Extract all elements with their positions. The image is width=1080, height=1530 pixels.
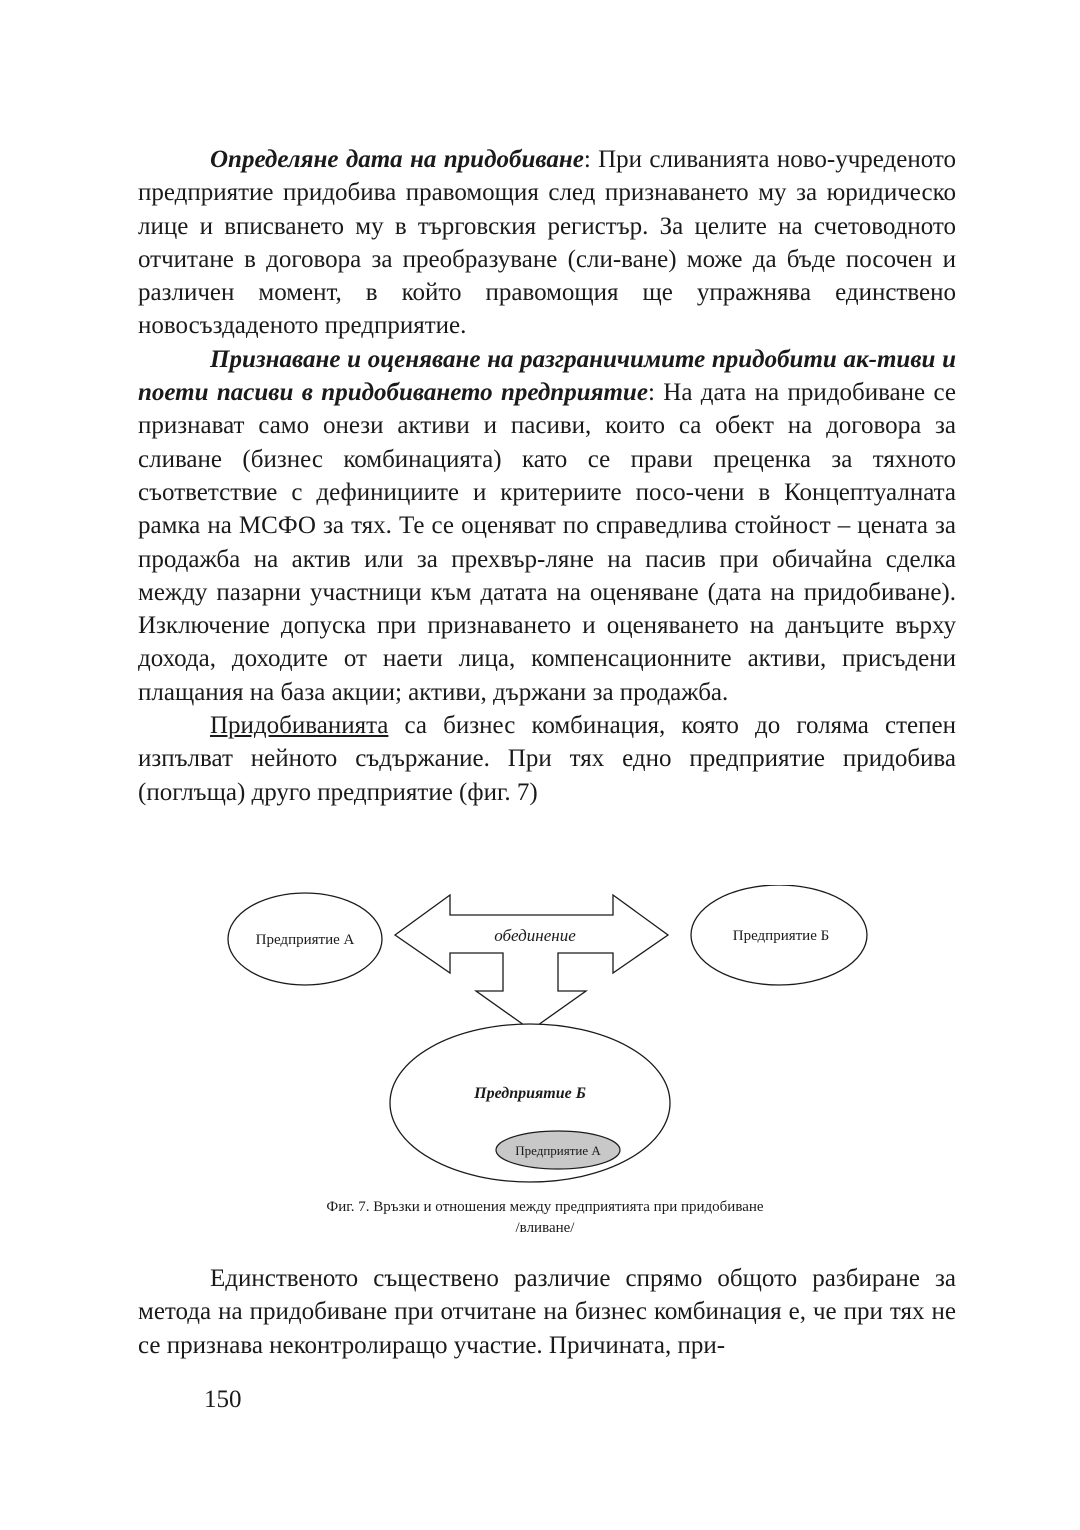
caption-line-1: Фиг. 7. Връзки и отношения между предприятията при придобиване (326, 1199, 764, 1215)
figure-caption (140, 1197, 950, 1239)
absorbed-entity-label: Предприятие А (515, 1143, 601, 1158)
combination-arrow-shape (395, 895, 668, 1030)
figure-7-diagram (220, 885, 870, 1190)
body-text-top (138, 143, 956, 809)
entity-a-label: Предприятие А (255, 932, 355, 948)
paragraph-body: : При сливанията ново-учреденото предприятие придобива правомощия след признаването му за юридическо лице и вписването му в търговския регистър. За целите на счетоводното отчитане в договора за преобразуване (сли-ване) може да бъде посочен и различен момент, в който правомощия ще упражнява единствено новосъздаденото предприятие. (138, 146, 956, 340)
paragraph-body: : На дата на придобиване се признават само онези активи и пасиви, които са обект на договора за сливане (бизнес комбинацията) като се прави преценка за тяхното съответствие с дефинициите и критериите посо-чени в Концептуалната рамка на МСФО за тях. Те се оценяват по справедлива стойност – цената за продажба на актив или за прехвър-ляне на пасив при обичайна сделка между пазарни участници към датата на оценяване (дата на придобиване). Изключение допуска при признаването и оценяването на данъците върху дохода, доходите от наети лица, компенсационните активи, присъдени плащания на база акции; активи, държани за продажба. (138, 379, 956, 706)
entity-b-label: Предприятие Б (732, 928, 830, 944)
paragraph-body: са бизнес комбинация, която до голяма степен изпълват нейното съдържание. При тях едно предприятие придобива (поглъща) друго предприятие (фиг. 7) (138, 712, 956, 806)
caption-line-2: /вливане/ (515, 1220, 575, 1236)
paragraph-acquisition-date (138, 143, 956, 343)
combination-label: обединение (494, 926, 576, 945)
paragraph-underlined-term: Придобиванията (210, 712, 389, 740)
paragraph-recognition (138, 343, 956, 709)
paragraph-acquisitions (138, 709, 956, 809)
page-number: 150 (204, 1386, 242, 1413)
body-text-bottom (138, 1262, 956, 1362)
paragraph-lead: Определяне дата на придобиване (210, 146, 584, 173)
paragraph-lead: Признаване и оценяване на разграничимите придобити ак-тиви и поети пасиви в придобиването предприятие (138, 345, 956, 407)
result-entity-label: Предприятие Б (474, 1085, 586, 1102)
paragraph-difference: Единственото съществено различие спрямо общото разбиране за метода на придобиване при отчитане на бизнес комбинация е, че при тях не се признава неконтролиращо участие. Причината, при- (138, 1265, 956, 1359)
